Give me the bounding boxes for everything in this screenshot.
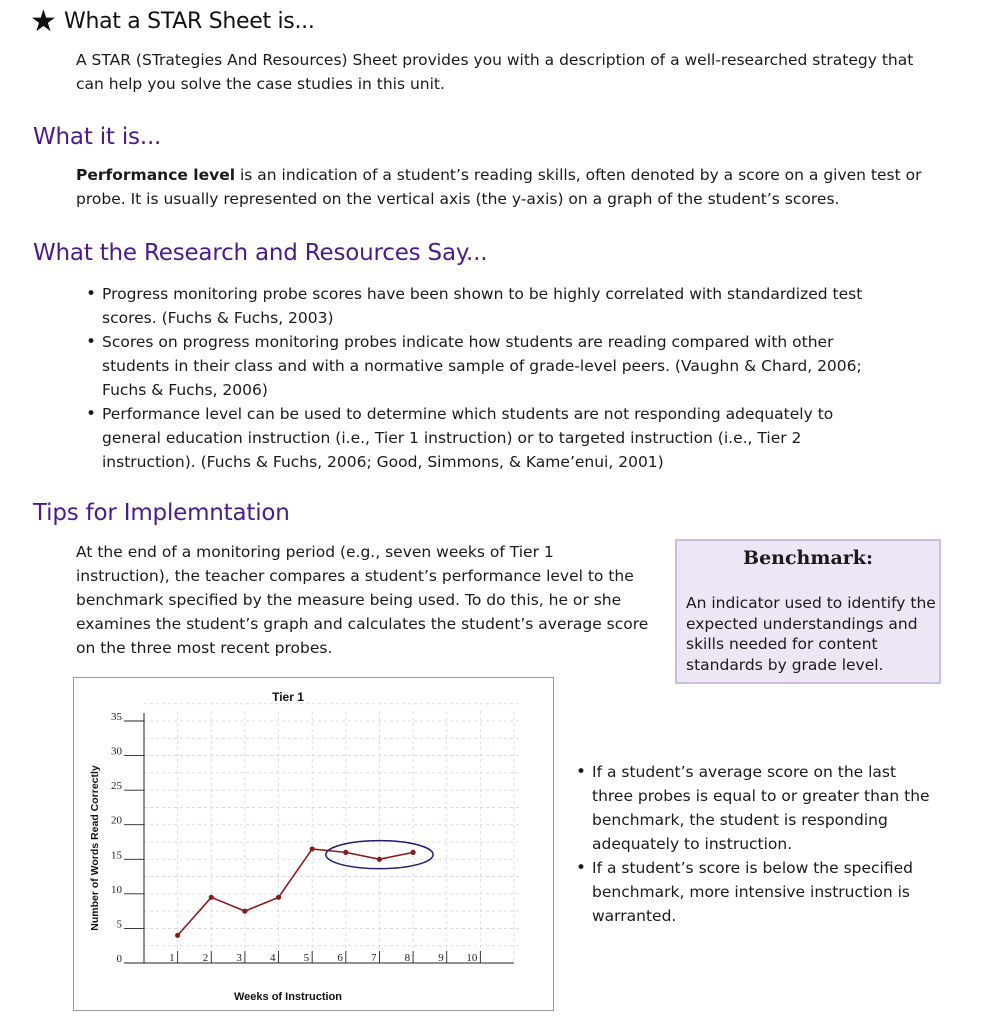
page-title <box>30 4 315 39</box>
page-title-text: What a STAR Sheet is... <box>64 9 315 34</box>
research-list <box>80 282 900 474</box>
intro-paragraph: A STAR (STrategies And Resources) Sheet provides you with a description of a well-researched strategy that can help you solve the case studies in this unit. <box>76 51 914 93</box>
y-tick-label: 35 <box>111 711 122 723</box>
what-it-is-paragraph <box>76 163 956 211</box>
chart-axes <box>124 713 514 963</box>
y-tick-labels <box>111 711 123 965</box>
what-it-is-heading: What it is... <box>33 124 162 150</box>
x-tick-label: 9 <box>438 952 444 964</box>
data-point <box>310 846 315 851</box>
x-tick-label: 10 <box>466 952 478 964</box>
tips-heading: Tips for Implemntation <box>33 500 290 526</box>
side-bullet-item: • If a student’s average score on the last three probes is equal to or greater than the benchmark, the student is responding adequately to instruction. <box>570 760 930 856</box>
tips-paragraph: At the end of a monitoring period (e.g., seven weeks of Tier 1 instruction), the teacher compares a student’s performance level to the benchmark specified by the measure being used. To do this, he or she examines the student’s graph and calculates the student’s average score on the three most recent probes. <box>76 543 649 657</box>
x-tick-label: 2 <box>202 952 209 964</box>
side-bullet-item: • If a student’s score is below the specified benchmark, more intensive instruction is warranted. <box>570 856 930 928</box>
chart-title: Tier 1 <box>272 690 304 704</box>
research-item: • Progress monitoring probe scores have been shown to be highly correlated with standardized test scores. (Fuchs & Fuchs, 2003) <box>80 282 902 330</box>
data-point <box>343 850 348 855</box>
term-performance-level: Performance level <box>76 166 236 184</box>
x-tick-label: 3 <box>236 952 242 964</box>
x-tick-label: 8 <box>404 952 411 964</box>
term-definition: is an indication of a student’s reading skills, often denoted by a score on a given test or probe. It is usually represented on the vertical axis (the y-axis) on a graph of the student’s scores. <box>76 166 922 208</box>
x-tick-label: 6 <box>337 952 343 964</box>
data-point <box>175 933 180 938</box>
chart-grid <box>144 704 519 963</box>
benchmark-definition: An indicator used to identify the expected understandings and skills needed for content standards by grade level. <box>686 594 936 674</box>
benchmark-box <box>675 539 941 684</box>
data-point <box>242 909 247 914</box>
y-tick-label: 15 <box>111 849 122 862</box>
side-bullets <box>570 760 930 928</box>
research-item: • Scores on progress monitoring probes indicate how students are reading compared with other students in their class and with a normative sample of grade-level peers. (Vaughn & Chard, 2006; Fuchs & Fuchs, 2006) <box>80 330 892 402</box>
benchmark-title: Benchmark: <box>743 547 873 569</box>
data-point <box>276 895 281 900</box>
x-tick-label: 5 <box>303 952 310 964</box>
y-axis-label: Number of Words Read Correctly <box>89 765 101 931</box>
data-point <box>377 857 382 862</box>
chart-frame <box>73 677 554 1011</box>
y-tick-label: 0 <box>116 953 122 965</box>
performance-chart <box>74 678 553 1010</box>
x-tick-labels <box>169 952 478 964</box>
x-tick-label: 4 <box>270 952 276 964</box>
research-heading: What the Research and Resources Say... <box>33 240 488 266</box>
y-tick-label: 25 <box>111 780 122 793</box>
y-tick-label: 5 <box>116 918 122 931</box>
star-icon: ★ <box>30 4 57 39</box>
x-axis-label: Weeks of Instruction <box>234 991 342 1003</box>
data-point <box>410 850 415 855</box>
x-tick-label: 1 <box>169 952 175 964</box>
y-tick-label: 20 <box>111 814 122 827</box>
research-item: • Performance level can be used to determine which students are not responding adequately to general education instruction (i.e., Tier 1 instruction) or to targeted instruction (i.e., Tier 2 instruction). (Fuchs & Fuchs, 2006; Good, Simmons, & Kame’enui, 2001) <box>80 402 892 474</box>
y-tick-label: 10 <box>111 883 122 896</box>
data-point <box>209 895 214 900</box>
x-tick-label: 7 <box>370 952 377 964</box>
series-line <box>178 849 413 935</box>
y-tick-label: 30 <box>111 745 122 758</box>
